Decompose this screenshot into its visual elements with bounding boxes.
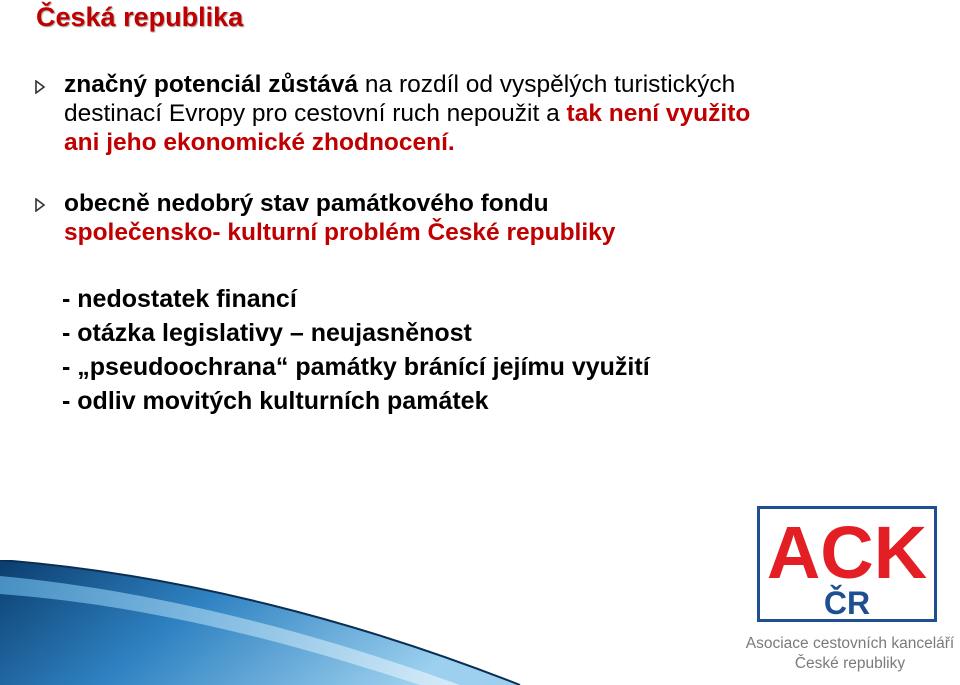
- issues-list: [62, 282, 650, 418]
- bullet-2: [64, 189, 615, 247]
- bullet-1: [64, 70, 750, 157]
- bullet-1-line-1: [64, 70, 750, 99]
- triangle-bullet-icon: [34, 198, 46, 212]
- organization-name: [740, 634, 960, 674]
- org-name-line-2: České republiky: [794, 655, 906, 672]
- bullet-1-bold-text: značný potenciál zůstává: [64, 71, 359, 98]
- slide-title: Česká republika: [36, 2, 244, 32]
- bullet-2-line-2: [64, 218, 615, 247]
- issue-item: - „pseudoochrana“ památky bránící jejímu využití: [62, 353, 650, 381]
- logo-sub: ČR: [823, 585, 871, 621]
- bullet-1-text-2: destinací Evropy pro cestovní ruch nepoužit a: [64, 100, 567, 127]
- bullet-1-emphasis-2: ani jeho ekonomické zhodnocení.: [64, 129, 455, 156]
- bullet-1-line-3: [64, 128, 750, 157]
- bullet-2-heading: obecně nedobrý stav památkového fondu: [64, 190, 549, 217]
- bullet-2-emphasis: společensko- kulturní problém České republiky: [64, 219, 616, 246]
- bullet-1-line-2: [64, 99, 750, 128]
- ack-cr-logo: [757, 506, 937, 622]
- org-name-line-1: Asociace cestovních kanceláří: [745, 635, 955, 652]
- issue-item: - otázka legislativy – neujasněnost: [62, 319, 472, 347]
- triangle-bullet-icon: [34, 80, 46, 94]
- bullet-1-text: na rozdíl od vyspělých turistických: [358, 71, 736, 98]
- issue-item: - nedostatek financí: [62, 285, 297, 313]
- issue-item: - odliv movitých kulturních památek: [62, 387, 489, 415]
- logo-letters: ACK: [766, 511, 928, 594]
- bullet-2-line-1: [64, 189, 615, 218]
- bullet-1-emphasis: tak není využito: [566, 100, 751, 127]
